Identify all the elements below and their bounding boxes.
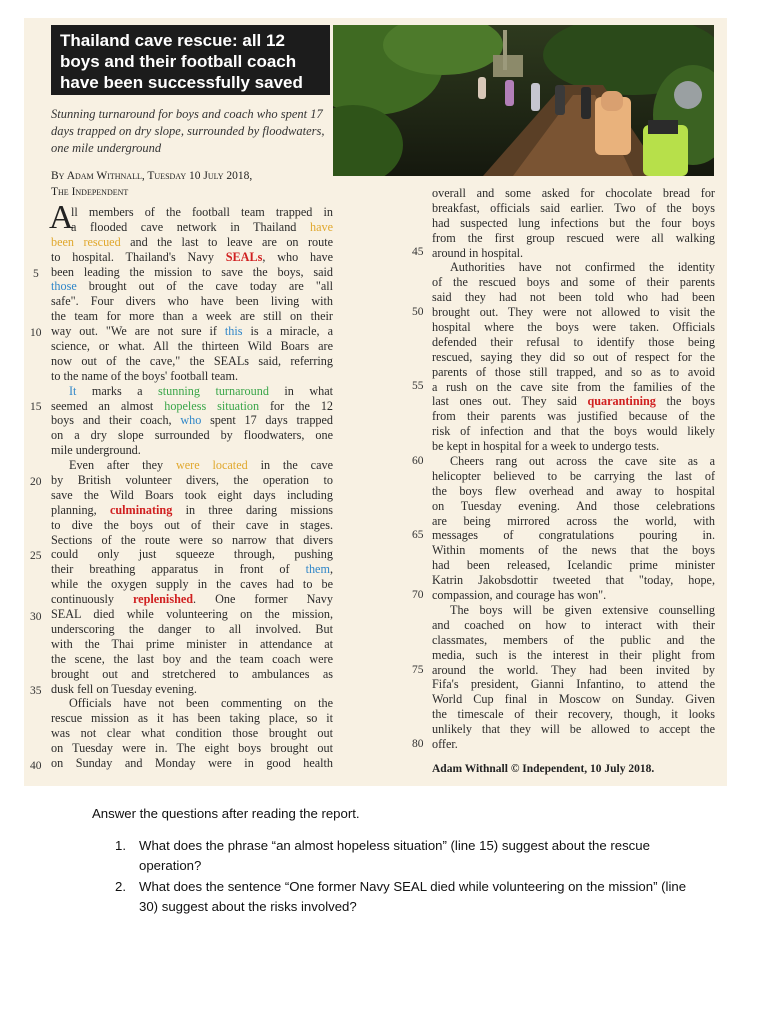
text-line: ll members of the football team trapped in xyxy=(71,205,333,219)
highlight-yellow: were located xyxy=(175,458,248,473)
text-line: helicopter believed to be carrying the last of xyxy=(432,468,715,483)
line-number: 10 xyxy=(30,327,42,339)
text-line: hospital where the boys were taken. Officials xyxy=(432,320,715,335)
text-line: rescue mission as it has been taking place, so it xyxy=(51,711,333,726)
text-line: on Tuesday were in. The eight boys brought out xyxy=(51,741,333,756)
text-line: breakfast, officials said earlier. Two of the boys xyxy=(432,200,715,215)
article-left-column xyxy=(49,199,333,771)
line-number: 35 xyxy=(30,685,42,697)
text-line: a rush on the cave site from the families of the xyxy=(432,379,715,394)
text-line: rescued, saying they did so out of respect for the xyxy=(432,349,715,364)
text-line: unlikely that they will be allowed to accept the xyxy=(432,722,715,737)
text-line: from the first group rescued were all walking xyxy=(432,230,715,245)
text-line: World Cup final in Moscow on Sunday. Given xyxy=(432,692,715,707)
text-line: save the Wild Boars took eight days including xyxy=(51,487,333,502)
question-number: 2. xyxy=(115,879,126,894)
question-item xyxy=(92,836,692,876)
text-line: The boys will be given extensive counselling xyxy=(450,602,715,617)
text-line: on Tuesday evening. And those celebrations xyxy=(432,498,715,513)
highlight-red: replenished xyxy=(132,592,194,607)
article-subheading: Stunning turnaround for boys and coach who spent 17 days trapped on dry slope, surrounded by floodwaters, one mile underground xyxy=(51,107,325,155)
text-line: Cheers rang out across the cave site as a xyxy=(450,454,715,469)
text-line: now out of the cave," the SEALs said, referring xyxy=(51,353,333,368)
text-line: their breathing apparatus in front of them, xyxy=(51,562,333,577)
text-line: underscoring the danger to all involved. But xyxy=(51,621,333,636)
highlight-yellow: been rescued xyxy=(51,234,121,249)
text-line: the team for more than a week are still on their xyxy=(51,309,333,324)
text-line: continuously replenished. One former Navy xyxy=(51,592,333,607)
question-item xyxy=(92,877,692,917)
byline-publication: The Independent xyxy=(51,186,129,198)
text-line: by British volunteer divers, the operation to xyxy=(51,473,333,488)
text-line: are being mirrored across the world, with xyxy=(432,513,715,528)
text-line: had been released, Icelandic prime minister xyxy=(432,558,715,573)
text-line: mile underground. xyxy=(51,443,141,458)
text-line: Authorities have not confirmed the identity xyxy=(450,260,715,275)
text-line: said they had not been told who had been xyxy=(432,290,715,305)
text-line: last ones out. They said quarantining the boys xyxy=(432,394,715,409)
text-line: It marks a stunning turnaround in what xyxy=(69,383,333,398)
question-text: What does the phrase “an almost hopeless situation” (line 15) suggest about the rescue operation? xyxy=(139,838,650,873)
highlight-green: stunning turnaround xyxy=(158,383,269,398)
text-line: the scene, the last boy and the team coach were xyxy=(51,651,333,666)
text-line: on a dry slope surrounded by floodwaters, one xyxy=(51,428,333,443)
text-line: offer. xyxy=(432,736,458,751)
text-line: was not clear what condition those brought out xyxy=(51,726,333,741)
text-line: media, such is the interest in their plight from xyxy=(432,647,715,662)
text-line: been leading the mission to save the boys, said xyxy=(51,264,333,279)
text-line: be kept in hospital for a week to undergo tests. xyxy=(432,439,660,454)
article-byline xyxy=(51,168,333,200)
text-line: Katrin Jakobsdottir tweeted that "today, hope, xyxy=(432,573,715,588)
line-number: 65 xyxy=(412,529,424,541)
text-line: around in hospital. xyxy=(432,245,524,260)
highlight-blue: who xyxy=(180,413,202,428)
text-line: boys and their coach, who spent 17 days trapped xyxy=(51,413,333,428)
question-section xyxy=(92,806,692,918)
rescue-photo xyxy=(333,25,714,176)
line-number: 70 xyxy=(412,589,424,601)
text-line: to hospital. Thailand's Navy SEALs, who have xyxy=(51,249,333,264)
text-line: safe". Four divers who have been living with xyxy=(51,294,333,309)
highlight-green: hopeless situation xyxy=(164,398,260,413)
text-line: Within moments of the news that the boys xyxy=(432,543,715,558)
text-line: the timescale of their recovery, though, it looks xyxy=(432,707,715,722)
text-line: planning, culminating in three daring missions xyxy=(51,502,333,517)
text-line: seemed an almost hopeless situation for the 12 xyxy=(51,398,333,413)
line-number: 5 xyxy=(33,268,39,280)
text-line: Officials have not been commenting on the xyxy=(69,696,333,711)
article-credit: Adam Withnall © Independent, 10 July 2018. xyxy=(432,763,655,775)
text-line: those brought out of the cave today are "all xyxy=(51,279,333,294)
text-line: with the Thai prime minister in attendance at xyxy=(51,636,333,651)
text-line: dusk fell on Tuesday evening. xyxy=(51,681,197,696)
text-line: been rescued and the last to leave are on route xyxy=(51,234,333,249)
text-line: parents of those still trapped, and so as to avoid xyxy=(432,364,715,379)
question-number: 1. xyxy=(115,838,126,853)
text-line: a flooded cave network in Thailand have xyxy=(71,219,333,234)
text-line: had suspected lung infections but the four boys xyxy=(432,215,715,230)
drop-cap: A xyxy=(49,199,74,236)
question-text: What does the sentence “One former Navy SEAL died while volunteering on the mission” (line 30) suggest about the risks involved? xyxy=(139,879,687,914)
text-line: Even after they were located in the cave xyxy=(69,458,333,473)
highlight-red: SEALs xyxy=(225,249,263,264)
line-number: 40 xyxy=(30,760,42,772)
text-line: defended their refusal to identify those being xyxy=(432,334,715,349)
article-headline: Thailand cave rescue: all 12 boys and their football coach have been successfully saved xyxy=(51,25,330,95)
text-line: Fifa's president, Gianni Infantino, to attend the xyxy=(432,677,715,692)
line-number: 30 xyxy=(30,611,42,623)
highlight-blue: this xyxy=(224,324,243,339)
text-line: from their parents was justified because of the xyxy=(432,409,715,424)
highlight-blue: It xyxy=(69,383,77,398)
text-line: Sections of the route were so narrow that divers xyxy=(51,532,333,547)
line-number: 15 xyxy=(30,401,42,413)
line-number: 25 xyxy=(30,550,42,562)
line-number: 50 xyxy=(412,306,424,318)
highlight-yellow: have xyxy=(309,219,333,234)
text-line: while the oxygen supply in the caves had to be xyxy=(51,577,333,592)
text-line: SEAL died while volunteering on the mission, xyxy=(51,607,333,622)
text-line: of the rescued boys and some of their parents xyxy=(432,275,715,290)
line-number: 75 xyxy=(412,664,424,676)
highlight-red: culminating xyxy=(109,502,173,517)
text-line: compassion, and courage has won". xyxy=(432,588,607,603)
line-number: 80 xyxy=(412,738,424,750)
highlight-blue: them xyxy=(305,562,330,577)
text-line: overall and some asked for chocolate bread for xyxy=(432,186,715,200)
text-line: could only just squeeze through, pushing xyxy=(51,547,333,562)
highlight-blue: those xyxy=(51,279,77,294)
text-line: messages of congratulations pouring in. xyxy=(432,528,715,543)
byline-author-date: By Adam Withnall, Tuesday 10 July 2018, xyxy=(51,170,253,182)
text-line: science, or what. All the thirteen Wild Boars are xyxy=(51,339,333,354)
text-line: and coached on how to interact with their xyxy=(432,617,715,632)
line-number: 55 xyxy=(412,380,424,392)
question-instructions: Answer the questions after reading the report. xyxy=(92,806,360,821)
line-number: 20 xyxy=(30,476,42,488)
text-line: to the name of the boys' football team. xyxy=(51,368,238,383)
line-number: 45 xyxy=(412,246,424,258)
text-line: brought out. They were not allowed to visit the xyxy=(432,305,715,320)
text-line: around the world. They had been invited by xyxy=(432,662,715,677)
text-line: the boys flew overhead and away to hospital xyxy=(432,483,715,498)
text-line: risk of infection and that the boys would likely xyxy=(432,424,715,439)
text-line: way out. "We are not sure if this is a miracle, a xyxy=(51,324,333,339)
text-line: classmates, members of the public and the xyxy=(432,632,715,647)
line-number: 60 xyxy=(412,455,424,467)
text-line: on Sunday and Monday were in good health xyxy=(51,755,333,770)
article-right-column xyxy=(432,186,715,752)
text-line: brought out and stretchered to ambulances as xyxy=(51,666,333,681)
text-line: to dive the boys out of their cave in stages. xyxy=(51,517,333,532)
highlight-red: quarantining xyxy=(587,394,656,409)
